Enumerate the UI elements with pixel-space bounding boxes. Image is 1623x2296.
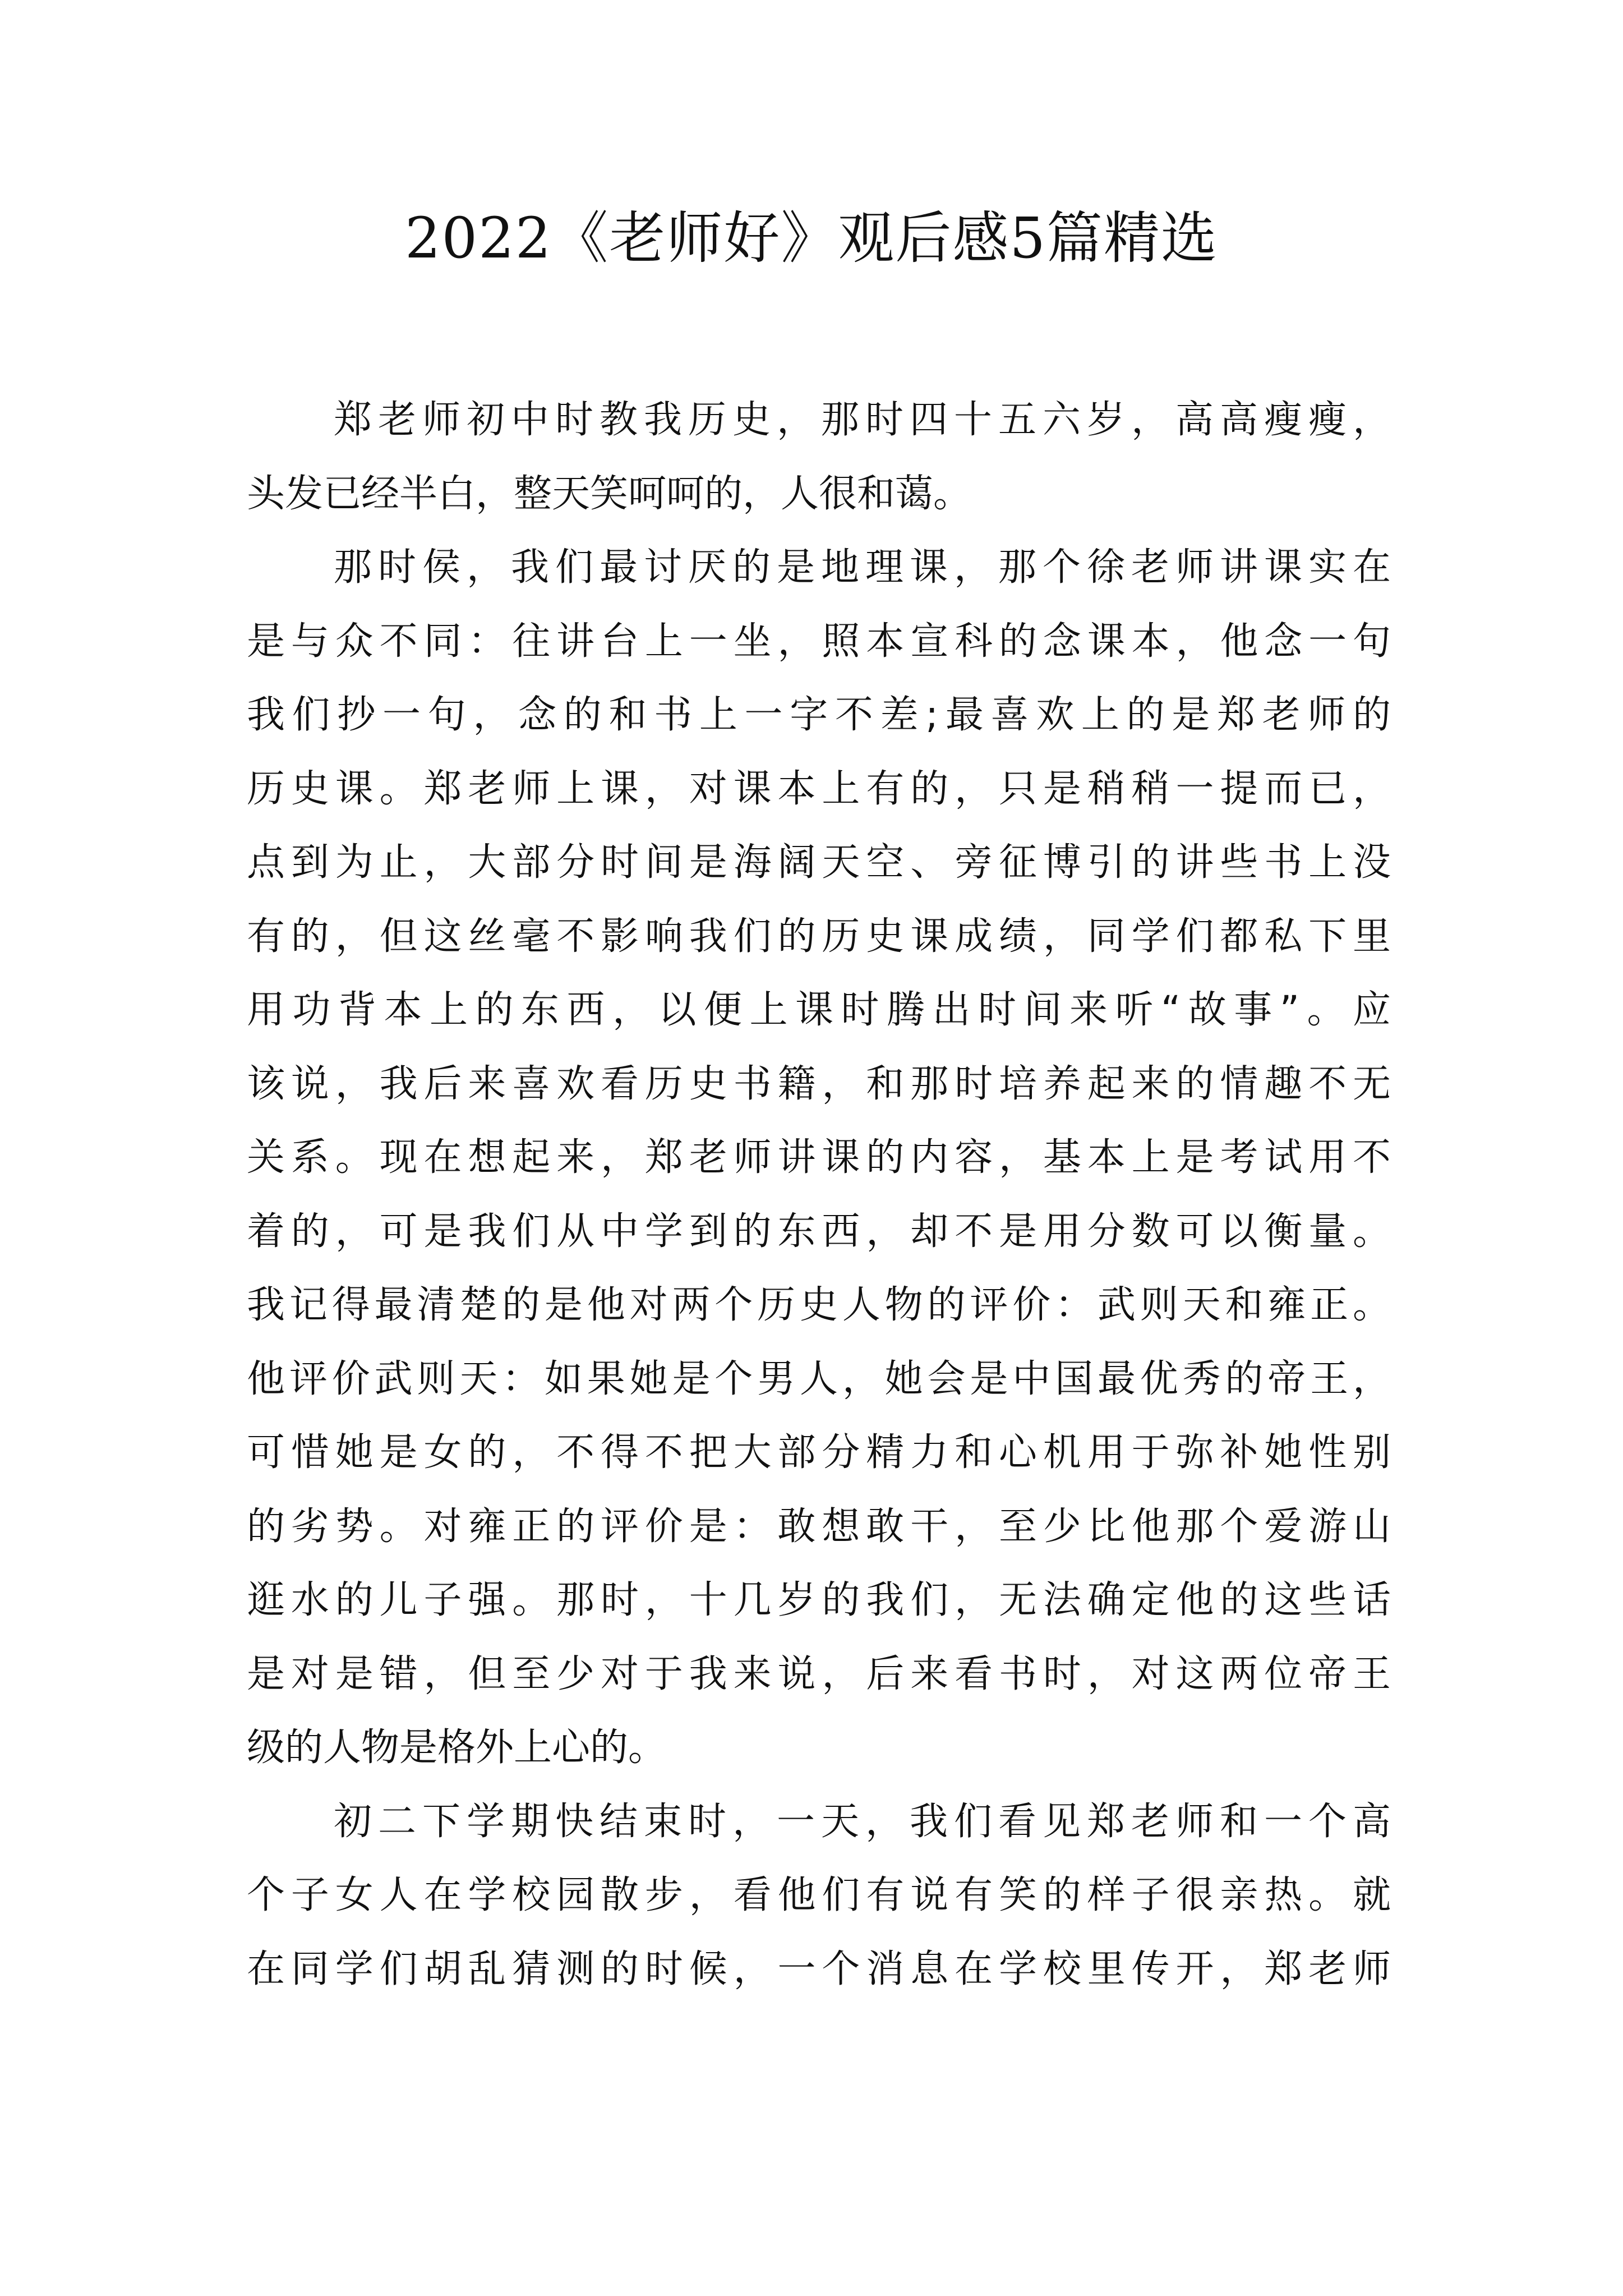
text-line: 头发已经半白，整天笑呵呵的，人很和蔼。 <box>247 471 972 516</box>
text-line: 是对是错，但至少对于我来说，后来看书时，对这两位帝王 <box>247 1651 1391 1696</box>
text-line: 级的人物是格外上心的。 <box>247 1726 667 1770</box>
text-line: 历史课。郑老师上课，对课本上有的，只是稍稍一提而已， <box>247 766 1391 811</box>
text-line: 点到为止，大部分时间是海阔天空、旁征博引的讲些书上没 <box>247 840 1391 885</box>
text-line: 初二下学期快结束时，一天，我们看见郑老师和一个高 <box>334 1799 1391 1844</box>
text-line: 在同学们胡乱猜测的时候，一个消息在学校里传开，郑老师 <box>247 1947 1391 1991</box>
text-line: 郑老师初中时教我历史，那时四十五六岁，高高瘦瘦， <box>334 398 1391 442</box>
text-line: 有的，但这丝毫不影响我们的历史课成绩，同学们都私下里 <box>247 914 1391 959</box>
text-line: 我们抄一句，念的和书上一字不差;最喜欢上的是郑老师的 <box>247 693 1391 737</box>
text-line: 那时侯，我们最讨厌的是地理课，那个徐老师讲课实在 <box>334 545 1391 590</box>
text-line: 着的，可是我们从中学到的东西，却不是用分数可以衡量。 <box>247 1209 1391 1254</box>
text-line: 他评价武则天：如果她是个男人，她会是中国最优秀的帝王， <box>247 1356 1391 1401</box>
text-line: 该说，我后来喜欢看历史书籍，和那时培养起来的情趣不无 <box>247 1061 1391 1106</box>
paragraph <box>247 1785 1391 2007</box>
paragraph <box>247 383 1391 531</box>
text-line: 的劣势。对雍正的评价是：敢想敢干，至少比他那个爱游山 <box>247 1504 1391 1549</box>
text-line: 逛水的儿子强。那时，十几岁的我们，无法确定他的这些话 <box>247 1578 1391 1622</box>
text-line: 是与众不同：往讲台上一坐，照本宣科的念课本，他念一句 <box>247 619 1391 664</box>
text-line: 个子女人在学校园散步，看他们有说有笑的样子很亲热。就 <box>247 1873 1391 1917</box>
text-line: 用功背本上的东西，以便上课时腾出时间来听“故事”。应 <box>247 988 1391 1032</box>
paragraph <box>247 531 1391 1785</box>
text-line: 可惜她是女的，不得不把大部分精力和心机用于弥补她性别 <box>247 1430 1391 1475</box>
document-title: 2022《老师好》观后感5篇精选 <box>404 205 1219 271</box>
text-line: 关系。现在想起来，郑老师讲课的内容，基本上是考试用不 <box>247 1135 1391 1180</box>
document-body <box>247 383 1391 2006</box>
text-line: 我记得最清楚的是他对两个历史人物的评价：武则天和雍正。 <box>247 1283 1391 1327</box>
